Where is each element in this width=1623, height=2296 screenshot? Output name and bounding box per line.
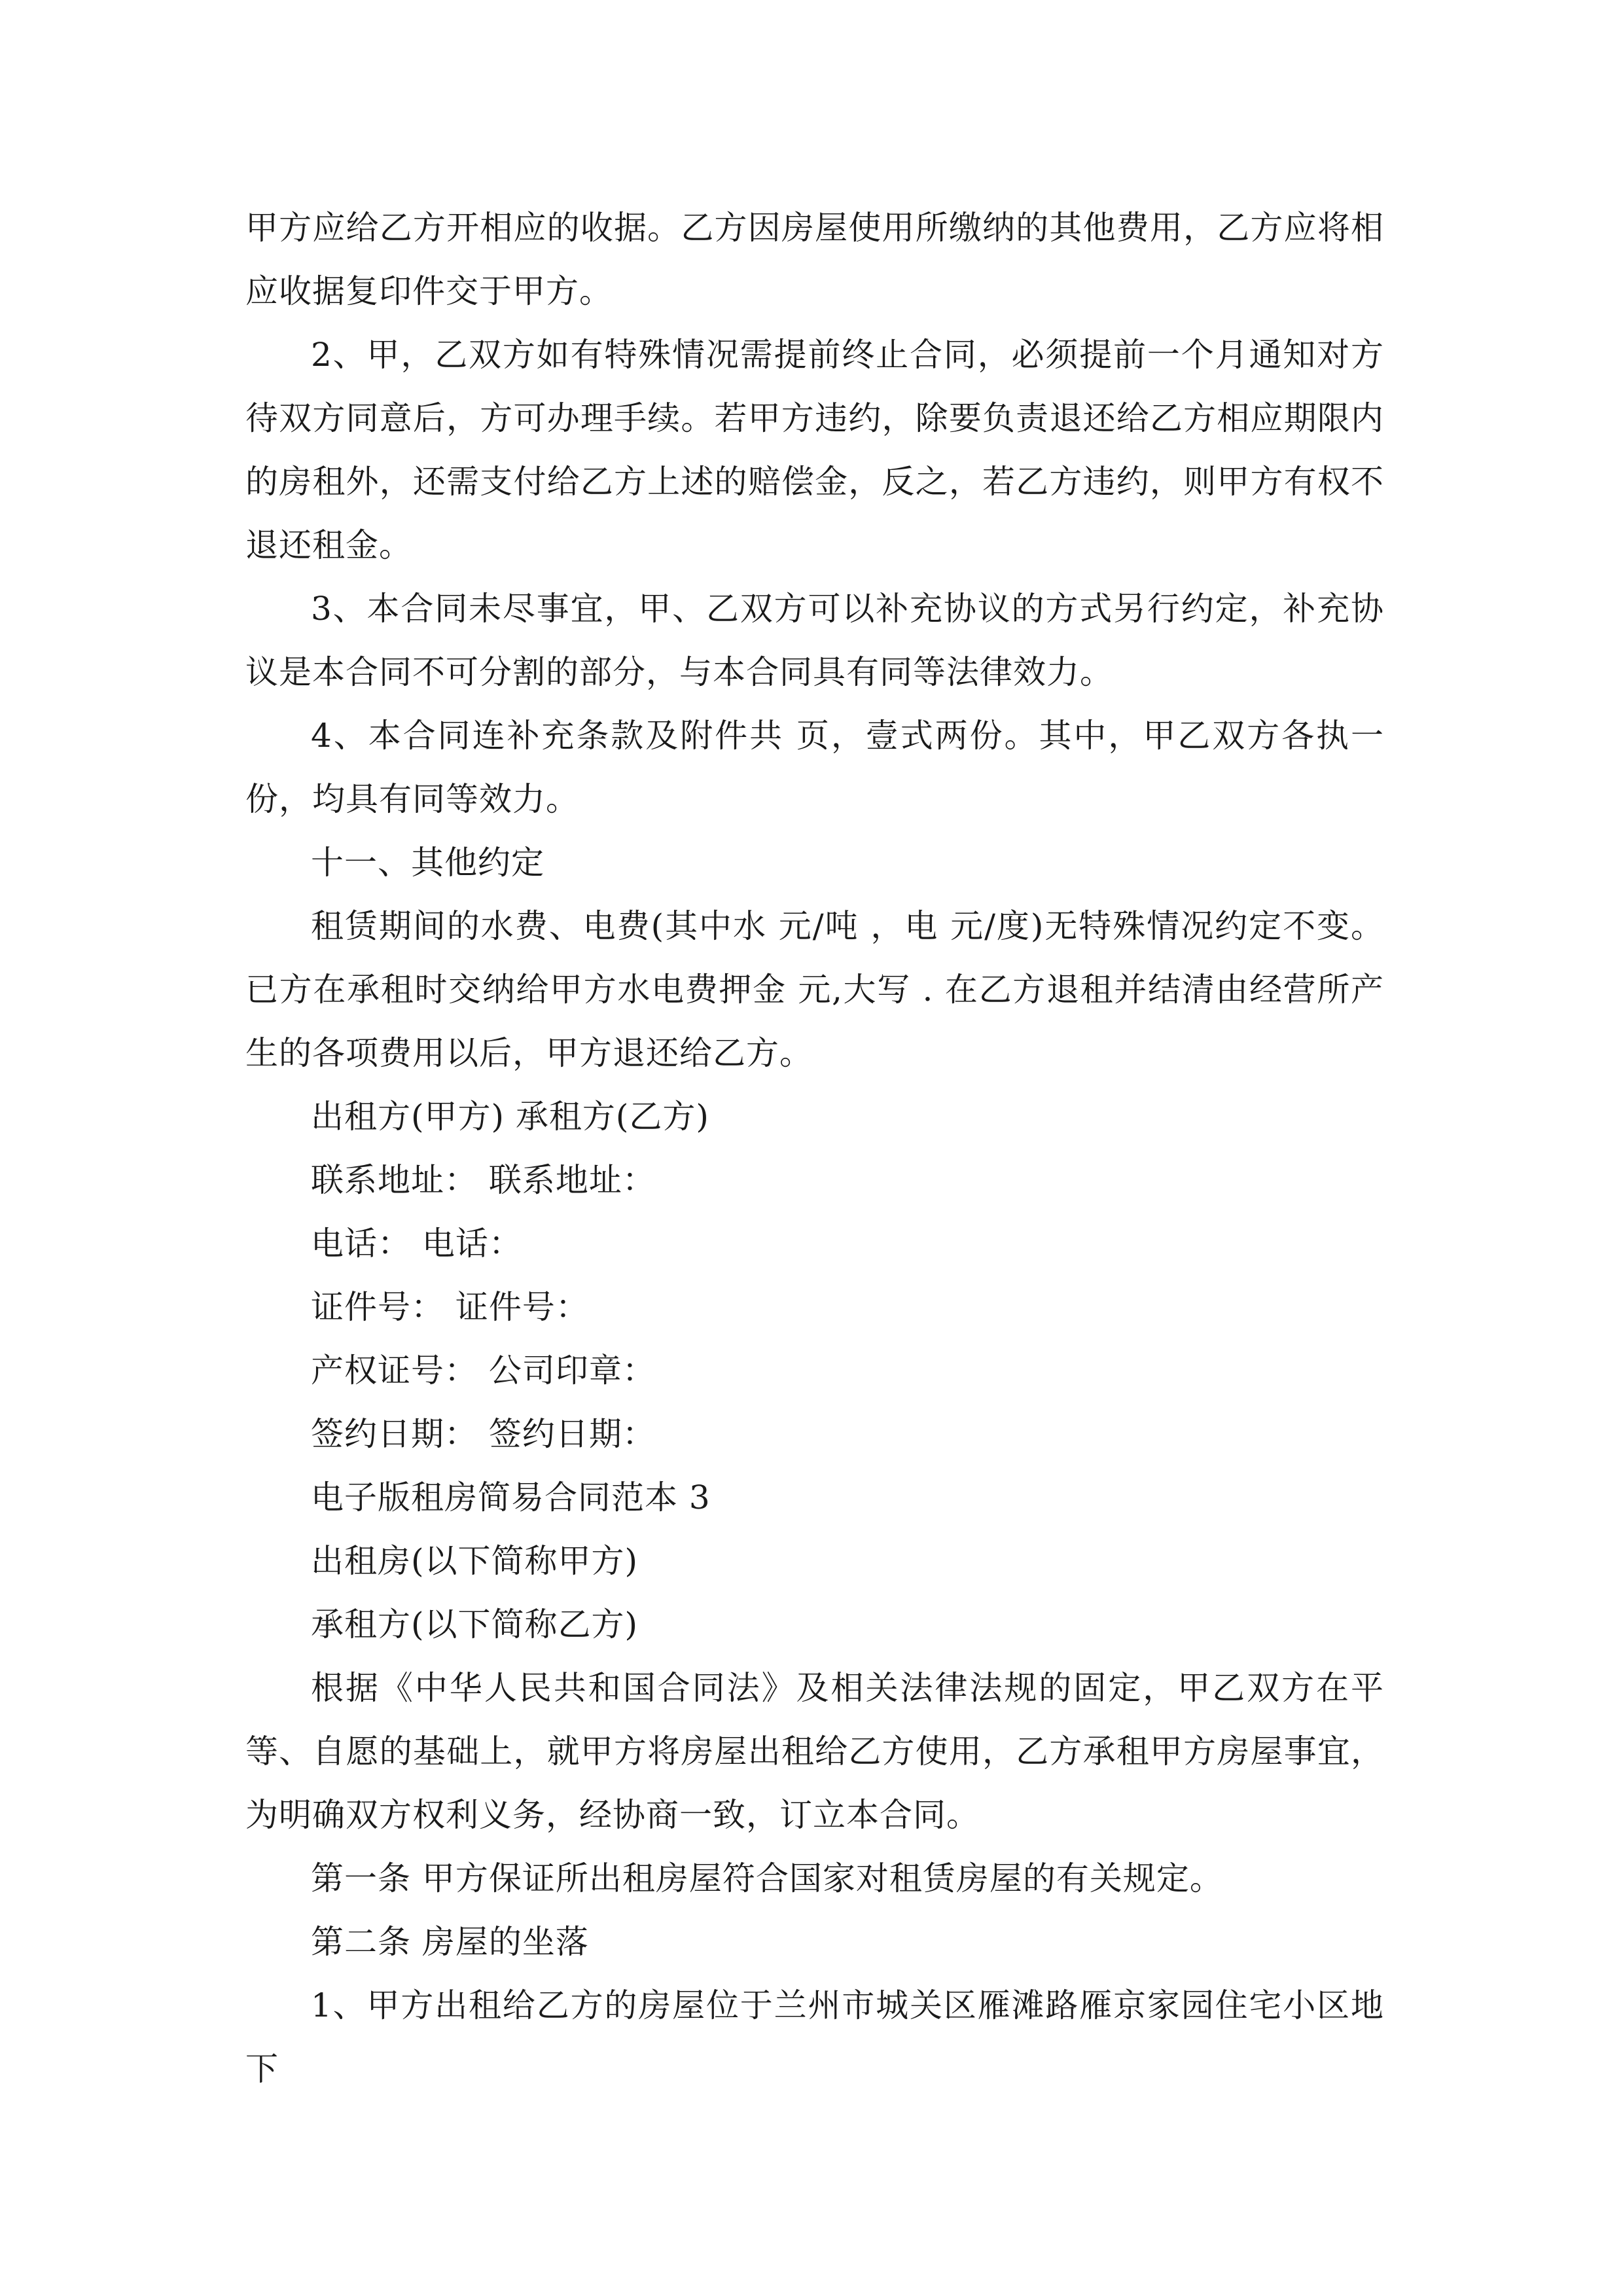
signature-id-line: 证件号： 证件号： — [311, 1288, 589, 1326]
article-2-heading: 第二条 房屋的坐落 — [311, 1923, 589, 1961]
lessor-line: 出租房(以下简称甲方) — [311, 1542, 639, 1580]
section-heading-other-agreements: 十一、其他约定 — [311, 844, 544, 882]
signature-address-line: 联系地址： 联系地址： — [311, 1161, 656, 1199]
paragraph-utilities: 租赁期间的水费、电费(其中水 元/吨 ，电 元/度)无特殊情况约定不变。已方在承租时交纳给甲方水电费押金 元,大写 . 在乙方退租并结清由经营所产生的各项费用以后，甲方退还给乙方。 — [245, 907, 1384, 1072]
signature-date-line: 签约日期： 签约日期： — [311, 1415, 656, 1453]
document-body — [245, 196, 1384, 2101]
lessee-line: 承租方(以下简称乙方) — [311, 1605, 639, 1643]
signature-property-seal-line: 产权证号： 公司印章： — [311, 1352, 656, 1390]
paragraph-clause-4: 4、本合同连补充条款及附件共 页，壹式两份。其中，甲乙双方各执一份，均具有同等效力。 — [245, 717, 1384, 818]
article-1: 第一条 甲方保证所出租房屋符合国家对租赁房屋的有关规定。 — [311, 1859, 1223, 1897]
paragraph-receipt: 甲方应给乙方开相应的收据。乙方因房屋使用所缴纳的其他费用，乙方应将相应收据复印件交于甲方。 — [245, 209, 1384, 310]
paragraph-preamble: 根据《中华人民共和国合同法》及相关法律法规的固定，甲乙双方在平等、自愿的基础上，就甲方将房屋出租给乙方使用，乙方承租甲方房屋事宜，为明确双方权利义务，经协商一致，订立本合同。 — [245, 1669, 1384, 1834]
contract-title-3: 电子版租房简易合同范本 3 — [311, 1479, 711, 1516]
signature-parties-line: 出租方(甲方) 承租方(乙方) — [311, 1098, 709, 1136]
article-2-item-1: 1、甲方出租给乙方的房屋位于兰州市城关区雁滩路雁京家园住宅小区地下 — [245, 1986, 1384, 2088]
paragraph-clause-3: 3、本合同未尽事宜，甲、乙双方可以补充协议的方式另行约定，补充协议是本合同不可分割的部分，与本合同具有同等法律效力。 — [245, 590, 1384, 691]
signature-phone-line: 电话： 电话： — [311, 1225, 522, 1263]
paragraph-clause-2: 2、甲，乙双方如有特殊情况需提前终止合同，必须提前一个月通知对方待双方同意后，方可办理手续。若甲方违约，除要负责退还给乙方相应期限内的房租外，还需支付给乙方上述的赔偿金，反之，若乙方违约，则甲方有权不退还租金。 — [245, 336, 1384, 564]
